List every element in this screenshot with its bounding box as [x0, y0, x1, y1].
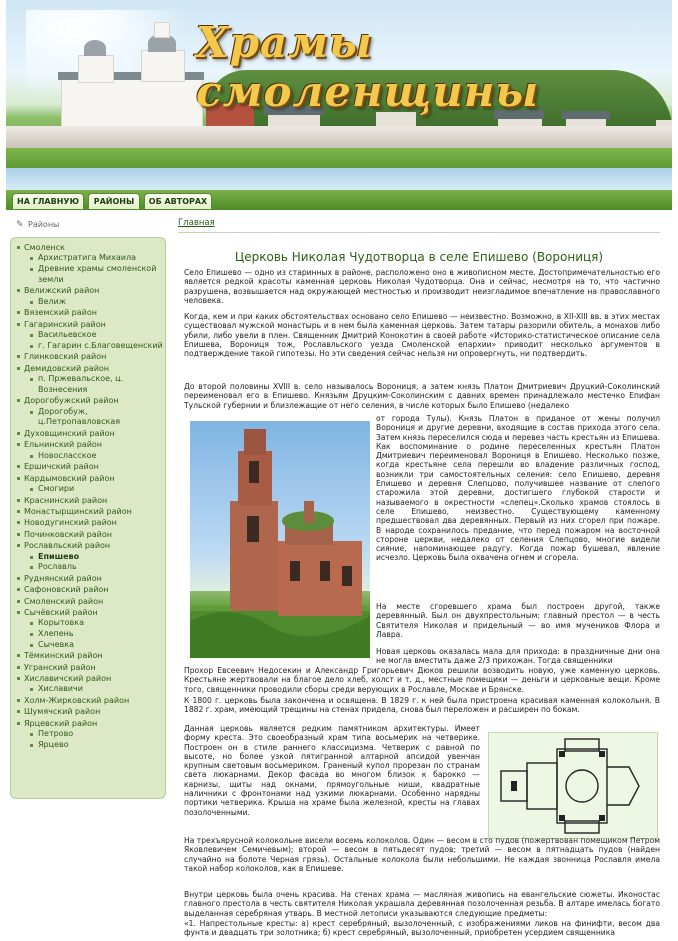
sidebar-region-link[interactable]: Сафоновский район [17, 584, 165, 595]
sidebar-place-link[interactable]: Хиславичи [17, 684, 165, 695]
sidebar-region-link[interactable]: Ельнинский район [17, 439, 165, 450]
sidebar-region-link[interactable]: Хиславичский район [17, 673, 165, 684]
sidebar-region-link[interactable]: Гагаринский район [17, 319, 165, 330]
sidebar-region-link[interactable]: Сычёвский район [17, 607, 165, 618]
sidebar-region-link[interactable]: Краснинский район [17, 495, 165, 506]
sidebar-region-link[interactable]: Тёмкинский район [17, 650, 165, 661]
sidebar-place-link[interactable]: Ярцево [17, 740, 165, 751]
sidebar-place-link[interactable]: Новосласское [17, 451, 165, 462]
monastery-tower-right [141, 50, 185, 82]
monastery-building [61, 78, 203, 132]
church-floor-plan [488, 732, 658, 839]
article-paragraph: Когда, кем и при каких обстоятельствах основано село Епишево — неизвестно. Возможно, в XII-XIII вв. в этих местах существовал мужской монастырь и в нем была каменная церковь. Затем татары разорили обитель, а монахов либо убили, либо увели в плен. Священник Дмитрий Конокотин в своей работе «Историко-статистическое описание села Епишева, Ворониця тож, Рославльского уезда Смоленской епархии» приводит несколько аргументов в подтверждение такой гипотезы. Но эти сведения сейчас нельзя ни опровергнуть, ни подтвердить. [184, 312, 660, 359]
sidebar-menu-box [10, 237, 166, 799]
sidebar-place-link[interactable]: Дорогобуж, ц.Петропавловская [17, 407, 165, 428]
sidebar-place-link[interactable]: Древние храмы смоленской земли [17, 264, 165, 285]
article-paragraph: Село Епишево — одно из старинных в районе, расположено оно в живописном месте. Достопримечательностью его является редкой красоты каменная церковь Николая Чудотворца. Она и сейчас, несмотря на то, что частично разрушена, возвышается над окружающей местностью и производит неизгладимое впечатление на православного человека. [184, 268, 660, 305]
dome-lantern [154, 22, 170, 38]
article-paragraph: от города Тулы). Князь Платон в приданое от жены получил Ворониця и другие деревни, входящие в состав прихода этого села. Затем князь переселился сюда и перевез часть крестьян из Епишева. Как воспоминание о родине переселенных крестьян Платон Дмитриевич переименовал Ворониця в Епишево. Несколько позже, когда крестьяне села перешли во владение различных господ, возникли три самостоятельных селения: село Епишево, деревня Епишево и деревня Слепцово, получившее название от слепого старожила этой деревни, достигшего глубокой старости и называемого в окрестности «слепец».Сколько храмов стоялось в селе Епишево, неизвестно. Существующему каменному предшествовал два деревянных. Первый из них сгорел при пожаре. В народе сохранилось предание, что перед пожаром на восточной стороне церкви, недалеко от селения Слепцово, многие видели сияние, напоминающее радугу. Когда пожар бушевал, явление исчезло. Церковь была охвачена огнем и сгорела. [376, 414, 660, 563]
sidebar-region-link[interactable]: Холм-Жирковский район [17, 695, 165, 706]
sidebar-region-link[interactable]: Руднянский район [17, 573, 165, 584]
sidebar-region-link[interactable]: Вяземский район [17, 307, 165, 318]
sidebar-place-link[interactable]: Васильевское [17, 330, 165, 341]
sidebar-place-link[interactable]: Петрово [17, 729, 165, 740]
article-paragraph: Внутри церковь была очень красива. На стенах храма — масляная живопись на евангельские сюжеты. Иконостас главного престола в честь святителя Николая украшала деревянная позолоченная резьба. В алтаре имелась богато выделанная серебряная утварь. В местной летописи указываются следующие предметы: [184, 890, 660, 918]
sidebar-region-link[interactable]: Новодугинский район [17, 517, 165, 528]
article-paragraph: «1. Напрестольные кресты: а) крест серебряный, вызолоченный, с изображениями ликов на финифти, весом два фунта и двадцать три золотника; б) крест серебряный, вызолоченный, приобретен усердием священника [184, 919, 660, 938]
sidebar-region-link[interactable]: Рославльский район [17, 540, 165, 551]
article-paragraph: До второй половины XVIII в. село называлось Ворониця, а затем князь Платон Дмитриевич Друцкий-Соколинский переименовал его в Епишево. Князьям Друцким-Соколинским с давних времен принадлежало местечко Епифан Тульской губернии и близлежащие от него селения, в числе которых было Епишево (недалеко [184, 382, 660, 410]
sidebar-region-link[interactable]: Кардымовский район [17, 473, 165, 484]
article-title: Церковь Николая Чудотворца в селе Епишево (Ворониця) [234, 250, 604, 264]
breadcrumb-home-link[interactable]: Главная [178, 218, 215, 228]
sidebar-place-link[interactable]: Сычевка [17, 640, 165, 651]
breadcrumb-divider [178, 232, 660, 233]
sidebar-place-link[interactable]: Смогири [17, 484, 165, 495]
site-header-banner [6, 0, 672, 190]
sidebar-region-link[interactable]: Смоленский район [17, 596, 165, 607]
tab-about-authors[interactable]: ОБ АВТОРАХ [144, 193, 212, 209]
tab-home[interactable]: НА ГЛАВНУЮ [12, 193, 84, 209]
monastery-tower-left [78, 55, 114, 83]
sidebar-heading: Районы [28, 220, 60, 229]
sidebar-region-link[interactable]: Глинковский район [17, 351, 165, 362]
pencil-icon: ✎ [16, 220, 24, 230]
article-paragraph: Новая церковь оказалась мала для прихода: в праздничные дни она не могла вместить даже 2/3 прихожан. Тогда священники [376, 647, 660, 666]
sidebar-place-link[interactable]: Корытовка [17, 618, 165, 629]
church-photo-drawing [190, 421, 370, 658]
sidebar [10, 216, 166, 781]
meadow [6, 148, 672, 168]
dome-left [84, 40, 106, 56]
main-content [178, 216, 660, 941]
site-title: Храмы смоленщины [196, 18, 540, 116]
sidebar-place-link[interactable]: Велиж [17, 297, 165, 308]
sidebar-place-link[interactable]: Епишево [17, 552, 165, 563]
sidebar-region-link[interactable]: Шумячский район [17, 706, 165, 717]
sidebar-region-link[interactable]: Демидовский район [17, 363, 165, 374]
monastery-wall [6, 126, 672, 148]
river [6, 168, 672, 190]
sidebar-region-link[interactable]: Велижский район [17, 285, 165, 296]
sidebar-place-link[interactable]: Хлепень [17, 629, 165, 640]
region-menu [17, 242, 165, 750]
tab-regions[interactable]: РАЙОНЫ [88, 193, 140, 209]
sidebar-place-link[interactable]: г. Гагарин с.Благовещенский [17, 341, 165, 352]
sidebar-region-link[interactable]: Ершичский район [17, 461, 165, 472]
article-paragraph: К 1800 г. церковь была закончена и освящена. В 1829 г. к ней была пристроена красивая каменная колокольня. В 1882 г. храм, имеющий трещины на стенах придела, снова был переложен и расширен по бокам. [184, 696, 660, 715]
sidebar-region-link[interactable]: Ярцевский район [17, 718, 165, 729]
article-paragraph: Прохор Евсеевич Недосекин и Александр Григорьевич Дюков решили возводить новую, уже каменную церковь. Крестьяне жертвовали на благое дело хлеб, холст и т. д., местные помещики — деньги и церковные вещи. Кроме того, священники проводили сборы среди верующих в Рославле, Москве и Брянске. [184, 666, 660, 694]
sidebar-region-link[interactable]: Монастырщинский район [17, 506, 165, 517]
church-photo [190, 421, 370, 658]
article-paragraph: На трехъярусной колокольне висели восемь колоколов. Один — весом в сто пудов (пожертвован помещиком Петром Яковлевичем Семичевым); второй — весом в пятьдесят пудов; третий — весом в пятнадцать пудов (найден случайно на болоте Черная грязь). Остальные колокола были небольшими. Не каждая звонница Рославля имела такой набор колоколов, как в Епишеве. [184, 836, 660, 873]
sidebar-header [10, 216, 166, 234]
sidebar-region-link[interactable]: Дорогобужский район [17, 395, 165, 406]
sidebar-place-link[interactable]: Архистратига Михаила [17, 253, 165, 264]
sidebar-region-link[interactable]: Починковский район [17, 529, 165, 540]
main-nav [6, 190, 672, 210]
article-paragraph: Данная церковь является редким памятником архитектуры. Имеет форму креста. Это своеобразный храм типа восьмерик на четверике. Построен он в стиле раннего классицизма. Четверик с равной по высоте, но более узкой пятигранной алтарной апсидой увенчан крупным световым восьмериком. Граненый купол прорезан по странам света люкарнами. Декор фасада во многом близок к барокко — карнизы, щиты над окнами, прямоугольные ниши, квадратные наличники с фронтонами над узкими люкарнами. Особенно нарядны портики четверика. Крыша на храме была железной, кресты на главах позолоченными. [184, 724, 480, 817]
sidebar-place-link[interactable]: п. Пржевальское, ц. Вознесения [17, 374, 165, 395]
sidebar-region-link[interactable]: Смоленск [17, 242, 165, 253]
article-paragraph: На месте сгоревшего храма был построен другой, также деревянный. Был он двухпрестольным: главный престол — в честь Святителя Николая и придельный — во имя мучеников Флора и Лавра. [376, 602, 660, 639]
sidebar-region-link[interactable]: Духовщинский район [17, 428, 165, 439]
sidebar-place-link[interactable]: Рославль [17, 562, 165, 573]
floor-plan-drawing [489, 733, 657, 838]
sidebar-region-link[interactable]: Угранский район [17, 662, 165, 673]
